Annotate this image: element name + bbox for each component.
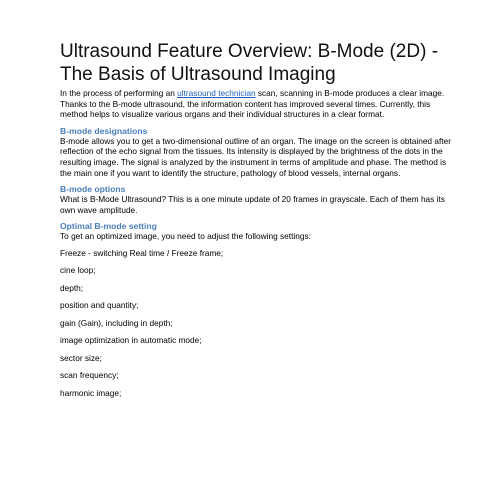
list-item: position and quantity;	[60, 300, 139, 311]
list-item: sector size;	[60, 352, 102, 363]
ultrasound-technician-link[interactable]: ultrasound technician	[177, 88, 256, 98]
section-heading-optimal-setting: Optimal B-mode setting	[60, 221, 157, 232]
list-item: image optimization in automatic mode;	[60, 335, 202, 346]
page-title: Ultrasound Feature Overview: B-Mode (2D) - The Basis of Ultrasound Imaging	[60, 41, 439, 85]
section-body-designations: B-mode allows you to get a two-dimensional outline of an organ. The image on the screen is obtained after reflection of the echo signal from the tissues. Its intensity is displayed by the brightness of the dots in the resulting image. The signal is analyzed by the instrument in terms of amplitude and phase. The method is the main one if you want to identify the structure, pathology of blood vessels, internal organs.	[60, 135, 451, 178]
list-item: cine loop;	[60, 265, 96, 276]
section-body-options: What is B-Mode Ultrasound? This is a one minute update of 20 frames in grayscale. Each of them has its own wave amplitude.	[60, 194, 445, 215]
list-item: depth;	[60, 282, 84, 293]
section-body-optimal-setting: To get an optimized image, you need to adjust the following settings:	[60, 231, 311, 242]
list-item: Freeze - switching Real time / Freeze frame;	[60, 247, 224, 258]
list-item: gain (Gain), including in depth;	[60, 317, 173, 328]
intro-text-before-link: In the process of performing an	[60, 88, 178, 98]
section-heading-options: B-mode options	[60, 184, 126, 195]
list-item: harmonic image;	[60, 387, 122, 398]
intro-text-after-link: scan, scanning in B-mode produces a clear image. Thanks to the B-mode ultrasound, the information content has improved several times. Currently, this method helps to visualize various organs and their individual structures in a clear format.	[60, 88, 445, 120]
settings-list	[60, 248, 455, 398]
intro-paragraph	[60, 88, 455, 120]
section-heading-designations: B-mode designations	[60, 125, 148, 136]
list-item: scan frequency;	[60, 370, 119, 381]
